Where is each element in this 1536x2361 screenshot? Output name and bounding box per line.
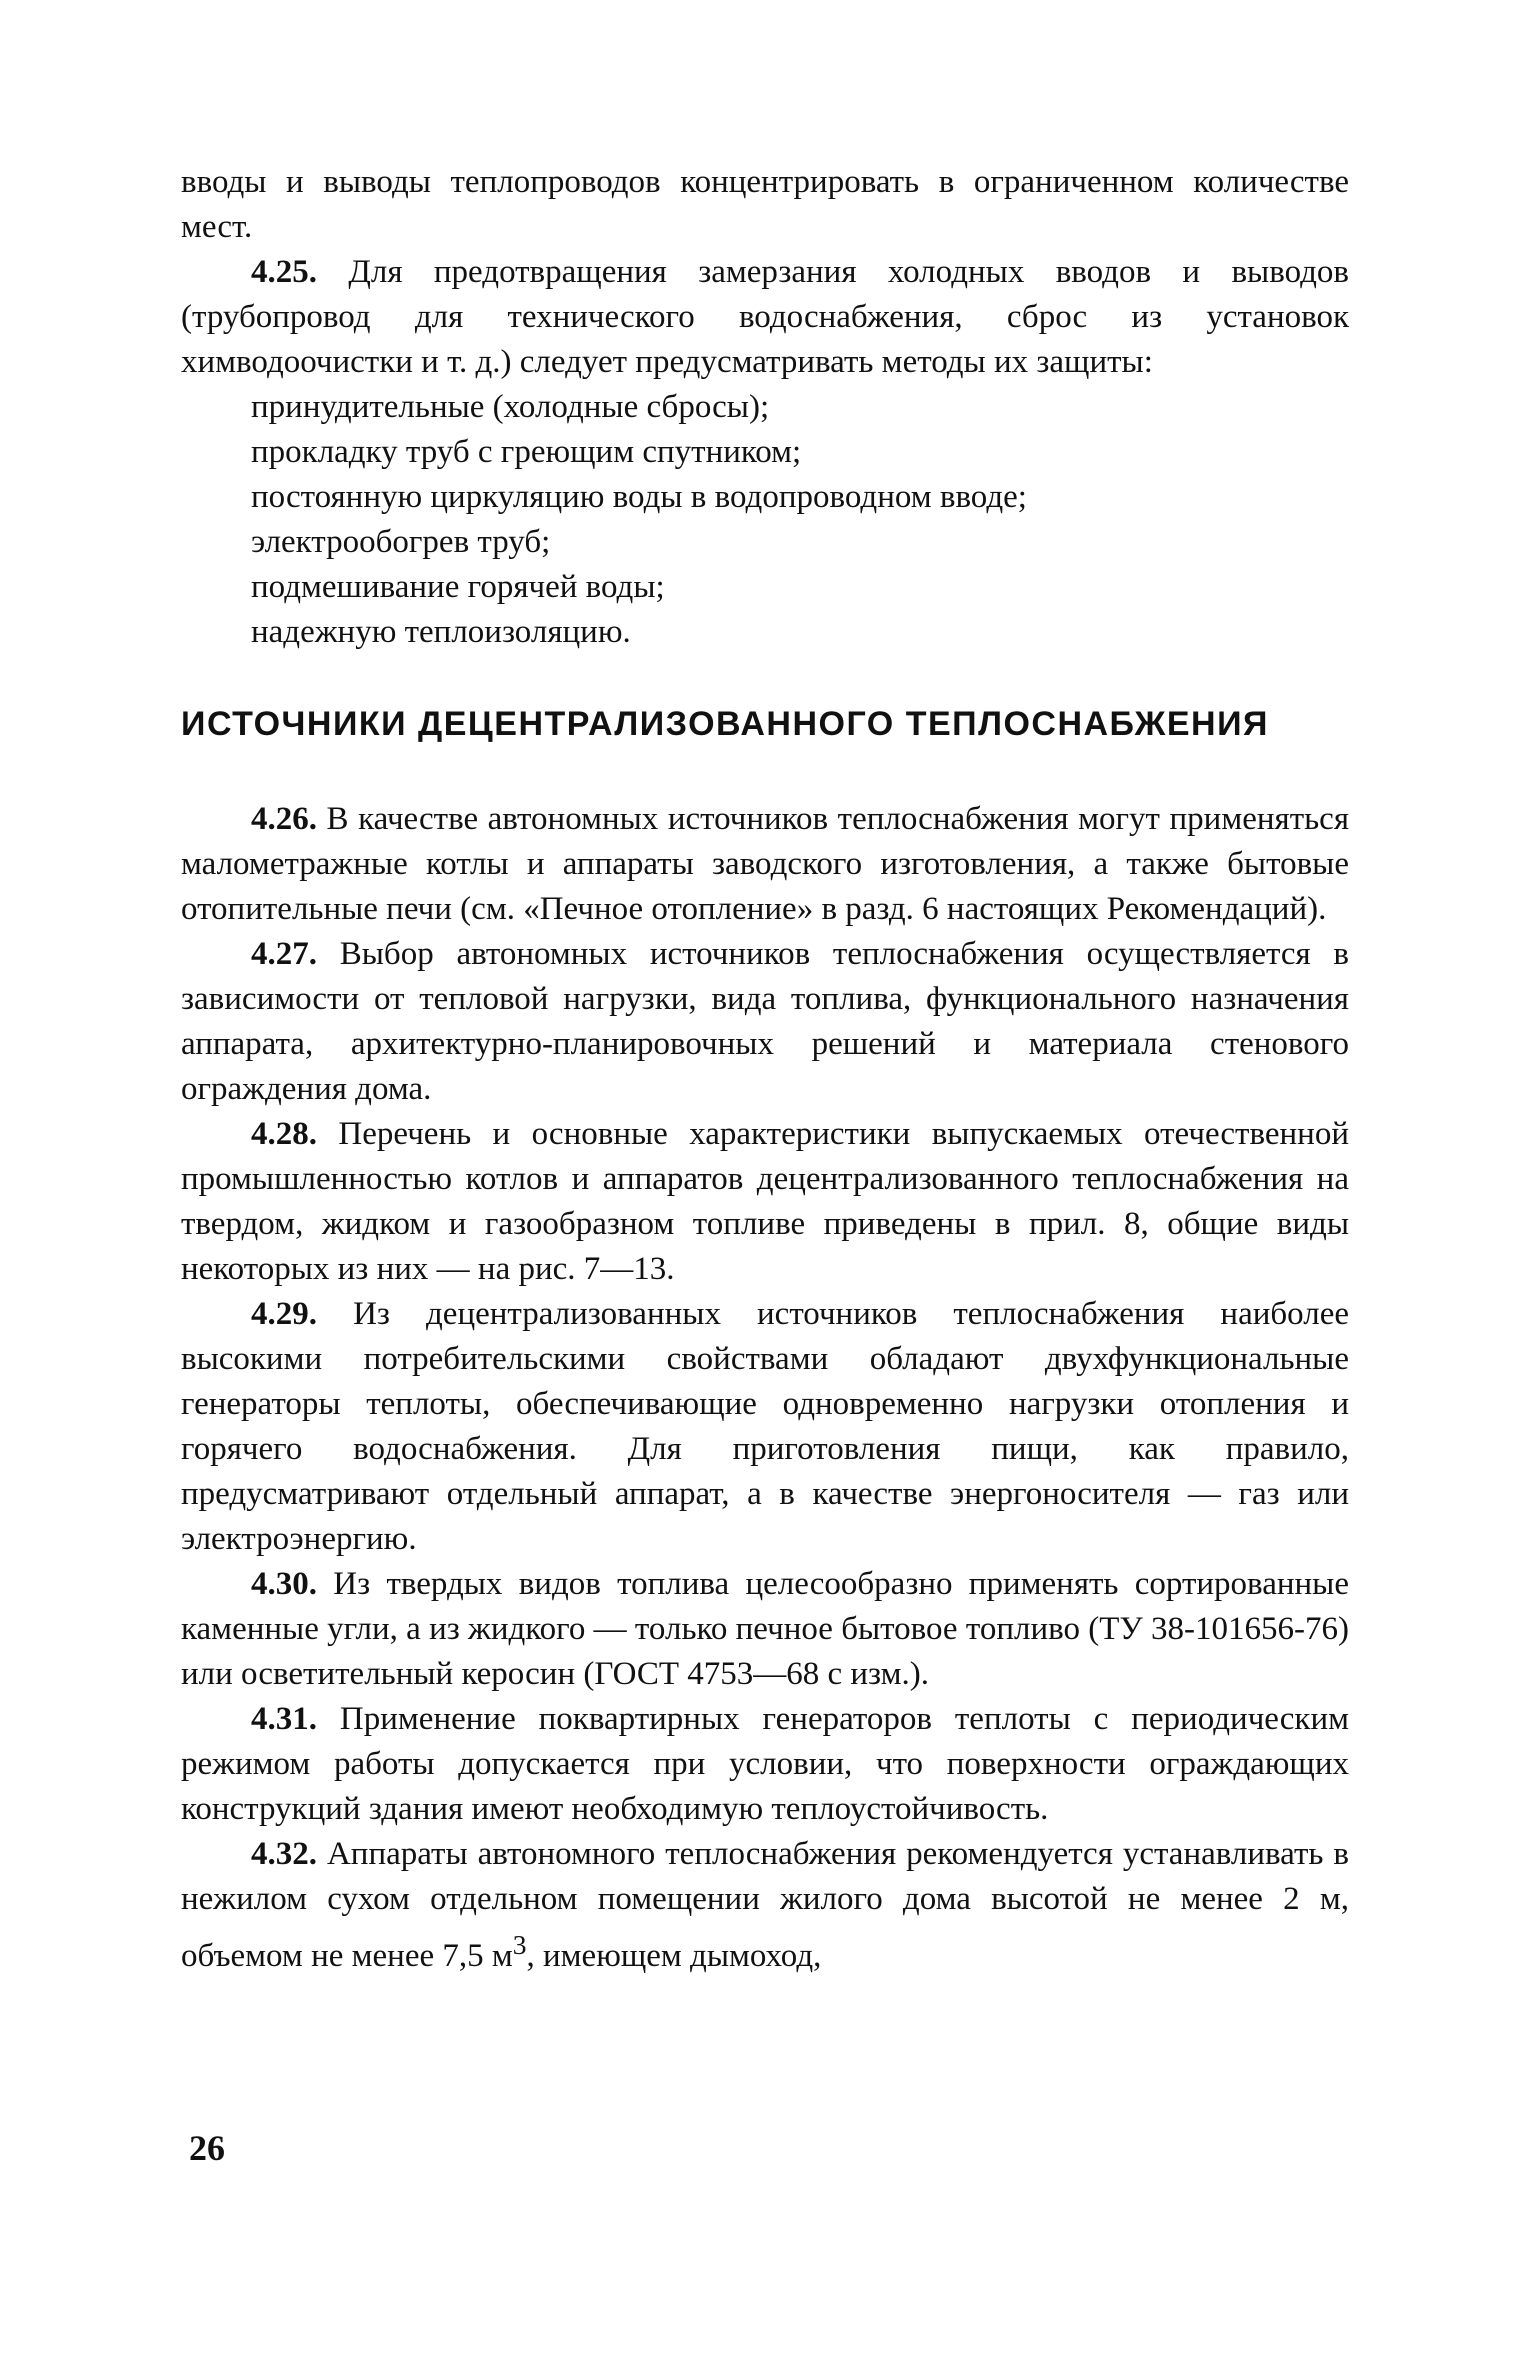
paragraph-4-31 <box>181 1697 1349 1832</box>
clause-text-4-29: Из децентрализованных источников теплоснабжения наиболее высокими потребительскими свойствами обладают двухфункциональные генераторы теплоты, обеспечивающие одновременно нагрузки отопления и горячего водоснабжения. Для приготовления пищи, как правило, предусматривают отдельный аппарат, а в качестве энергоносителя — газ или электроэнергию. <box>181 1296 1349 1557</box>
list-item: надежную теплоизоляцию. <box>251 614 631 650</box>
list-item: принудительные (холодные сбросы); <box>251 389 770 425</box>
list-item: подмешивание горячей воды; <box>251 569 665 605</box>
paragraph-4-30 <box>181 1562 1349 1697</box>
continuation-text: вводы и выводы теплопроводов концентрировать в ограниченном количестве мест. <box>181 164 1349 245</box>
paragraph-4-29 <box>181 1292 1349 1562</box>
clause-number-4-29: 4.29. <box>251 1296 317 1332</box>
clause-number-4-26: 4.26. <box>251 801 317 837</box>
page-number: 26 <box>189 2128 225 2168</box>
paragraph-4-32 <box>181 1832 1349 1979</box>
list-item: прокладку труб с греющим спутником; <box>251 434 802 470</box>
text-column <box>181 160 1349 1979</box>
list-item: постоянную циркуляцию воды в водопроводном вводе; <box>251 479 1027 515</box>
superscript-cubic: 3 <box>512 1929 527 1960</box>
clause-number-4-28: 4.28. <box>251 1116 317 1152</box>
protection-methods-list <box>181 385 1349 655</box>
clause-text-4-30: Из твердых видов топлива целесообразно применять сортированные каменные угли, а из жидкого — только печное бытовое топливо (ТУ 38-101656-76) или осветительный керосин (ГОСТ 4753—68 с изм.). <box>181 1566 1349 1692</box>
paragraph-continuation <box>181 160 1349 250</box>
clause-number-4-32: 4.32. <box>251 1836 317 1872</box>
clause-text-4-25: Для предотвращения замерзания холодных вводов и выводов (трубопровод для технического водоснабжения, сброс из установок химводоочистки и т. д.) следует предусматривать методы их защиты: <box>181 254 1349 380</box>
clause-text-4-32: Аппараты автономного теплоснабжения рекомендуется устанавливать в нежилом сухом отдельном помещении жилого дома высотой не менее 2 м, объемом не менее 7,5 м <box>181 1836 1349 1974</box>
clause-number-4-31: 4.31. <box>251 1701 317 1737</box>
paragraph-4-28 <box>181 1112 1349 1292</box>
clause-text-4-26: В качестве автономных источников теплоснабжения могут применяться малометражные котлы и аппараты заводского изготовления, а также бытовые отопительные печи (см. «Печное отопление» в разд. 6 настоящих Рекомендаций). <box>181 801 1349 927</box>
paragraph-4-26 <box>181 797 1349 932</box>
clause-number-4-30: 4.30. <box>251 1566 317 1602</box>
clause-number-4-25: 4.25. <box>251 254 317 290</box>
paragraph-4-25 <box>181 250 1349 385</box>
clause-text-4-32-end: , имеющем дымоход, <box>526 1938 822 1974</box>
clause-text-4-27: Выбор автономных источников теплоснабжения осуществляется в зависимости от тепловой нагрузки, вида топлива, функционального назначения аппарата, архитектурно-планировочных решений и материала стенового ограждения дома. <box>181 936 1349 1107</box>
clause-text-4-31: Применение поквартирных генераторов теплоты с периодическим режимом работы допускается при условии, что поверхности ограждающих конструкций здания имеют необходимую теплоустойчивость. <box>181 1701 1349 1827</box>
list-item: электрообогрев труб; <box>251 524 551 560</box>
clause-text-4-28: Перечень и основные характеристики выпускаемых отечественной промышленностью котлов и аппаратов децентрализованного теплоснабжения на твердом, жидком и газообразном топливе приведены в прил. 8, общие виды некоторых из них — на рис. 7—13. <box>181 1116 1349 1287</box>
clause-number-4-27: 4.27. <box>251 936 317 972</box>
paragraph-4-27 <box>181 932 1349 1112</box>
section-heading: ИСТОЧНИКИ ДЕЦЕНТРАЛИЗОВАННОГО ТЕПЛОСНАБЖЕНИЯ <box>181 705 1269 743</box>
